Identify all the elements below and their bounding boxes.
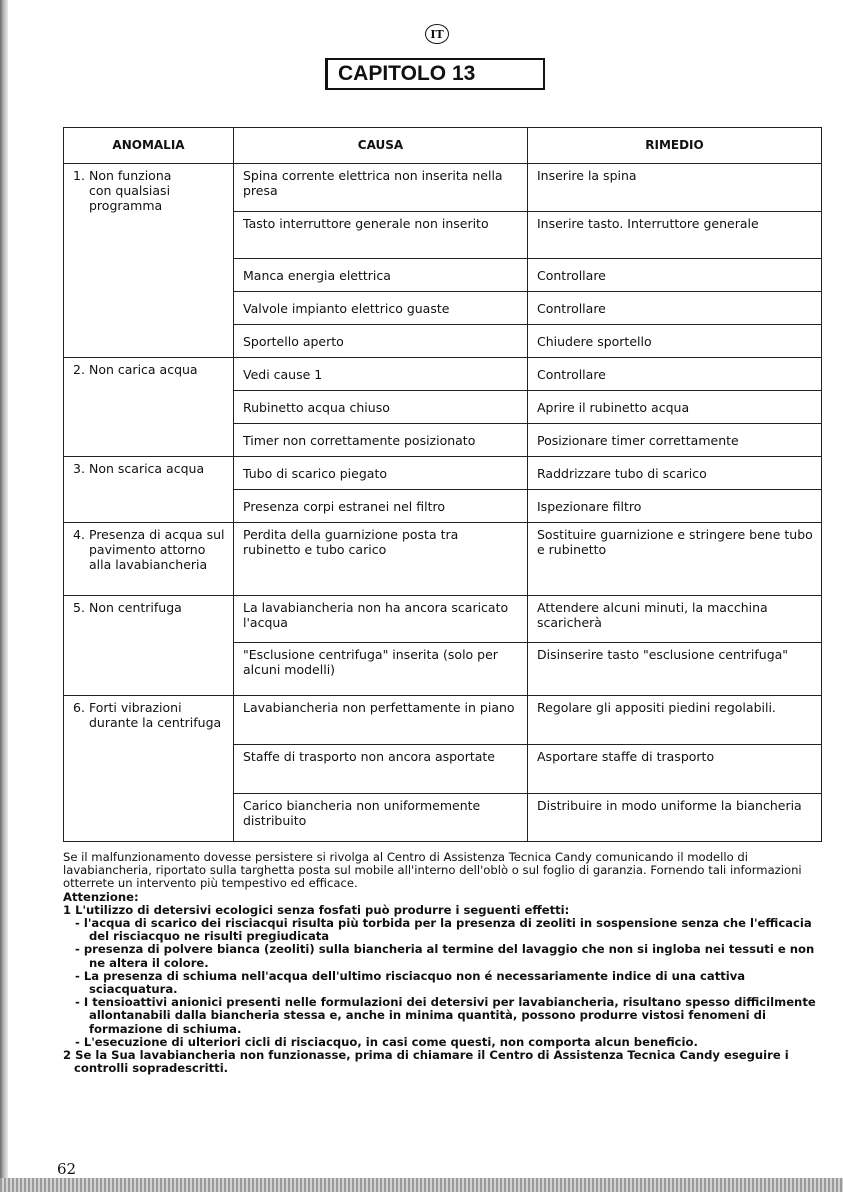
cause-cell: Rubinetto acqua chiuso — [234, 391, 528, 424]
anomaly-cell — [64, 358, 234, 457]
cause-cell: Presenza corpi estranei nel filtro — [234, 490, 528, 523]
language-badge: IT — [425, 24, 449, 44]
cause-cell: Spina corrente elettrica non inserita nella presa — [234, 164, 528, 212]
cause-cell: Vedi cause 1 — [234, 358, 528, 391]
anomaly-text: Forti vibrazioni durante la centrifuga — [89, 700, 222, 730]
cause-cell: Tubo di scarico piegato — [234, 457, 528, 490]
table-row — [64, 164, 822, 212]
note-bullet: - l'acqua di scarico dei risciacqui risulta più torbida per la presenza di zeoliti in sospensione senza che l'efficacia del risciacquo ne risulti pregiudicata — [75, 916, 812, 944]
anomaly-number: 5. — [73, 600, 85, 615]
note-bullet: - presenza di polvere bianca (zeoliti) sulla biancheria al termine del lavaggio che non si ingloba nei tessuti e non ne altera il colore. — [75, 942, 815, 970]
anomaly-cell — [64, 523, 234, 596]
remedy-cell: Disinserire tasto "esclusione centrifuga" — [528, 643, 822, 696]
notes-section — [63, 851, 823, 1075]
table-row — [64, 358, 822, 391]
table-row — [64, 523, 822, 596]
table-row — [64, 596, 822, 643]
table-header-row — [64, 128, 822, 164]
note-point-2: 2 Se la Sua lavabiancheria non funzionasse, prima di chiamare il Centro di Assistenza Tecnica Candy eseguire i controlli sopradescritti. — [63, 1048, 789, 1076]
anomaly-cell — [64, 164, 234, 358]
cause-cell: Carico biancheria non uniformemente distribuito — [234, 794, 528, 842]
scan-binding-edge — [0, 0, 8, 1192]
remedy-cell: Sostituire guarnizione e stringere bene tubo e rubinetto — [528, 523, 822, 596]
remedy-cell: Controllare — [528, 358, 822, 391]
remedy-cell: Attendere alcuni minuti, la macchina scaricherà — [528, 596, 822, 643]
anomaly-number: 2. — [73, 362, 85, 377]
anomaly-number: 1. — [73, 168, 85, 183]
anomaly-number: 3. — [73, 461, 85, 476]
remedy-cell: Distribuire in modo uniforme la biancheria — [528, 794, 822, 842]
remedy-cell: Regolare gli appositi piedini regolabili. — [528, 696, 822, 745]
anomaly-number: 6. — [73, 700, 85, 715]
note-point-1: 1 L'utilizzo di detersivi ecologici senza fosfati può produrre i seguenti effetti: — [63, 902, 570, 917]
anomaly-text: Non scarica acqua — [89, 461, 205, 476]
scan-bottom-edge — [0, 1178, 843, 1192]
cause-cell: Tasto interruttore generale non inserito — [234, 212, 528, 259]
note-bullet: - I tensioattivi anionici presenti nelle formulazioni dei detersivi per lavabiancheria, risultano spesso difficilmente allontanabili dalla biancheria stessa e, anche in minima quantità, possono produrre vistosi fenomeni di formazione di schiuma. — [75, 995, 816, 1036]
remedy-cell: Raddrizzare tubo di scarico — [528, 457, 822, 490]
remedy-cell: Inserire tasto. Interruttore generale — [528, 212, 822, 259]
cause-cell: La lavabiancheria non ha ancora scaricato l'acqua — [234, 596, 528, 643]
cause-cell: Staffe di trasporto non ancora asportate — [234, 745, 528, 794]
cause-cell: Valvole impianto elettrico guaste — [234, 292, 528, 325]
anomaly-cell — [64, 596, 234, 696]
remedy-cell: Controllare — [528, 259, 822, 292]
intro-paragraph: Se il malfunzionamento dovesse persistere si rivolga al Centro di Assistenza Tecnica Candy comunicando il modello di lavabiancheria, riportato sulla targhetta posta sul mobile all'interno dell'oblò o sul foglio di garanzia. Fornendo tali informazioni otterrete un intervento più tempestivo ed efficace. — [63, 850, 802, 891]
remedy-cell: Chiudere sportello — [528, 325, 822, 358]
remedy-cell: Ispezionare filtro — [528, 490, 822, 523]
anomaly-number: 4. — [73, 527, 85, 542]
anomaly-text: Non funziona con qualsiasi programma — [89, 168, 172, 213]
anomaly-text: Non centrifuga — [89, 600, 182, 615]
attention-label: Attenzione: — [63, 889, 139, 904]
note-bullet: - L'esecuzione di ulteriori cicli di risciacquo, in casi come questi, non comporta alcun beneficio. — [75, 1034, 698, 1049]
page-number: 62 — [57, 1160, 77, 1178]
note-bullet: - La presenza di schiuma nell'acqua dell'ultimo risciacquo non é necessariamente indice di una cattiva sciacquatura. — [75, 968, 746, 997]
remedy-cell: Posizionare timer correttamente — [528, 424, 822, 457]
cause-cell: Timer non correttamente posizionato — [234, 424, 528, 457]
chapter-title: CAPITOLO 13 — [325, 58, 545, 90]
cause-cell: Sportello aperto — [234, 325, 528, 358]
remedy-cell: Inserire la spina — [528, 164, 822, 212]
anomaly-text: Presenza di acqua sul pavimento attorno alla lavabiancheria — [89, 527, 225, 572]
cause-cell: "Esclusione centrifuga" inserita (solo per alcuni modelli) — [234, 643, 528, 696]
remedy-cell: Controllare — [528, 292, 822, 325]
header-causa: CAUSA — [234, 128, 528, 164]
header-rimedio: RIMEDIO — [528, 128, 822, 164]
troubleshooting-table — [63, 127, 822, 842]
anomaly-cell — [64, 457, 234, 523]
remedy-cell: Aprire il rubinetto acqua — [528, 391, 822, 424]
anomaly-text: Non carica acqua — [89, 362, 198, 377]
cause-cell: Lavabiancheria non perfettamente in piano — [234, 696, 528, 745]
cause-cell: Perdita della guarnizione posta tra rubinetto e tubo carico — [234, 523, 528, 596]
table-row — [64, 457, 822, 490]
remedy-cell: Asportare staffe di trasporto — [528, 745, 822, 794]
table-row — [64, 696, 822, 745]
cause-cell: Manca energia elettrica — [234, 259, 528, 292]
header-anomalia: ANOMALIA — [64, 128, 234, 164]
anomaly-cell — [64, 696, 234, 842]
